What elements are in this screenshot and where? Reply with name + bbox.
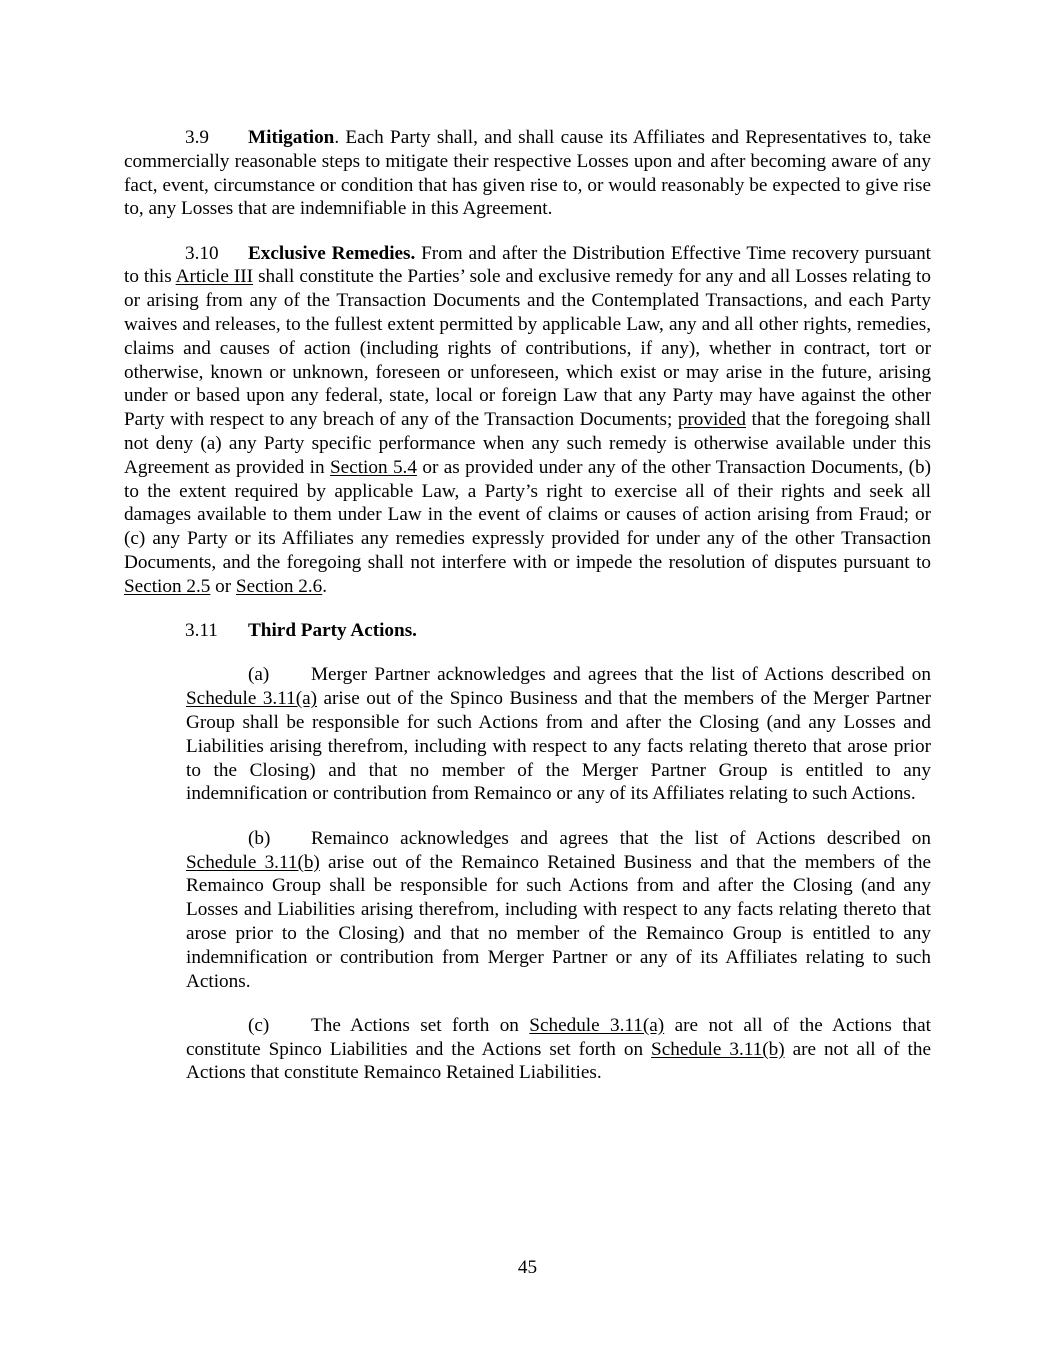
article-iii-reference: Article III: [175, 266, 254, 288]
subsection-text: arise out of the Spinco Business and that the members of the Merger Partner Group shall be responsible for such Actions from and after the Closing (and any Losses and Liabilities arising therefrom, including with respect to any facts relating thereto that arose prior to the Closing) and that no member of the Merger Partner Group is entitled to any indemnification or contribution from Remainco or any of its Affiliates relating to such Actions.: [186, 688, 931, 805]
section-heading: Mitigation: [248, 127, 335, 148]
section-text: or as provided under any of the other Transaction Documents, (b) to the extent required by applicable Law, a Party’s right to exercise all of their rights and seek all damages available to them under Law in the event of claims or causes of action arising from Fraud; or (c) any Party or its Affiliates any remedies expressly provided for under any of the other Transaction Documents, and the foregoing shall not interfere with or impede the resolution of disputes pursuant to: [124, 456, 931, 574]
section-text: .: [322, 575, 328, 597]
schedule-3-11a-reference: Schedule 3.11(a): [529, 1014, 665, 1036]
subsection-text: Remainco acknowledges and agrees that the list of Actions described on: [311, 827, 931, 849]
subsection-text: arise out of the Remainco Retained Business and that the members of the Remainco Group shall be responsible for such Actions from and after the Closing (and any Losses and Liabilities arising therefrom, including with respect to any facts relating thereto that arose prior to the Closing) and that no member of the Remainco Group is entitled to any indemnification or contribution from Merger Partner or any of its Affiliates relating to such Actions.: [186, 851, 931, 992]
subsection-text: The Actions set forth on: [311, 1014, 530, 1036]
section-text: . Each Party shall, and shall cause its Affiliates and Representatives to, take commercially reasonable steps to mitigate their respective Losses upon and after becoming aware of any fact, event, circumstance or condition that has given rise to, or would reasonably be expected to give rise to, any Losses that are indemnifiable in this Agreement.: [124, 127, 931, 220]
section-5-4-reference: Section 5.4: [330, 456, 417, 478]
schedule-3-11b-reference: Schedule 3.11(b): [186, 851, 320, 873]
subsection-text: are not all of the Actions that constitute Spinco Liabilities and the Actions set forth on: [186, 1014, 931, 1060]
section-number: 3.10: [185, 242, 219, 264]
section-3-9: [124, 126, 931, 221]
subsection-b: [186, 827, 931, 994]
subsection-label: (b): [248, 827, 271, 849]
document-page: [124, 126, 931, 1085]
section-heading: Exclusive Remedies.: [248, 242, 416, 264]
section-heading: Third Party Actions.: [248, 620, 417, 642]
section-text: shall constitute the Parties’ sole and exclusive remedy for any and all Losses relating to or arising from any of the Transaction Documents and the Contemplated Transactions, and each Party waives and releases, to the fullest extent permitted by applicable Law, any and all other rights, remedies, claims and causes of action (including rights of contributions, if any), whether in contract, tort or otherwise, known or unknown, foreseen or unforeseen, which exist or may arise in the future, arising under or based upon any federal, state, local or foreign Law that any Party may have against the other Party with respect to any breach of any of the Transaction Documents;: [124, 266, 931, 431]
subsection-label: (c): [248, 1014, 270, 1036]
section-2-5-reference: Section 2.5: [124, 575, 211, 597]
schedule-3-11a-reference: Schedule 3.11(a): [186, 688, 317, 710]
provided-term: provided: [677, 409, 747, 431]
section-3-10: [124, 242, 931, 599]
page-number: 45: [517, 1257, 538, 1278]
subsection-text: are not all of the Actions that constitute Remainco Retained Liabilities.: [186, 1038, 932, 1084]
schedule-3-11b-reference: Schedule 3.11(b): [651, 1038, 785, 1060]
subsection-c: [186, 1014, 931, 1085]
section-text: or: [210, 575, 236, 597]
subsection-text: Merger Partner acknowledges and agrees that the list of Actions described on: [311, 664, 931, 686]
subsection-label: (a): [248, 664, 270, 686]
section-number: 3.9: [185, 127, 209, 148]
section-text: From and after the Distribution Effective Time recovery pursuant to this: [124, 242, 931, 288]
section-2-6-reference: Section 2.6: [235, 575, 323, 597]
section-3-11-heading: [124, 619, 931, 643]
section-text: that the foregoing shall not deny (a) any Party specific performance when any such remedy is otherwise available under this Agreement as provided in: [124, 409, 931, 478]
section-number: 3.11: [185, 620, 218, 642]
subsection-a: [186, 663, 931, 806]
